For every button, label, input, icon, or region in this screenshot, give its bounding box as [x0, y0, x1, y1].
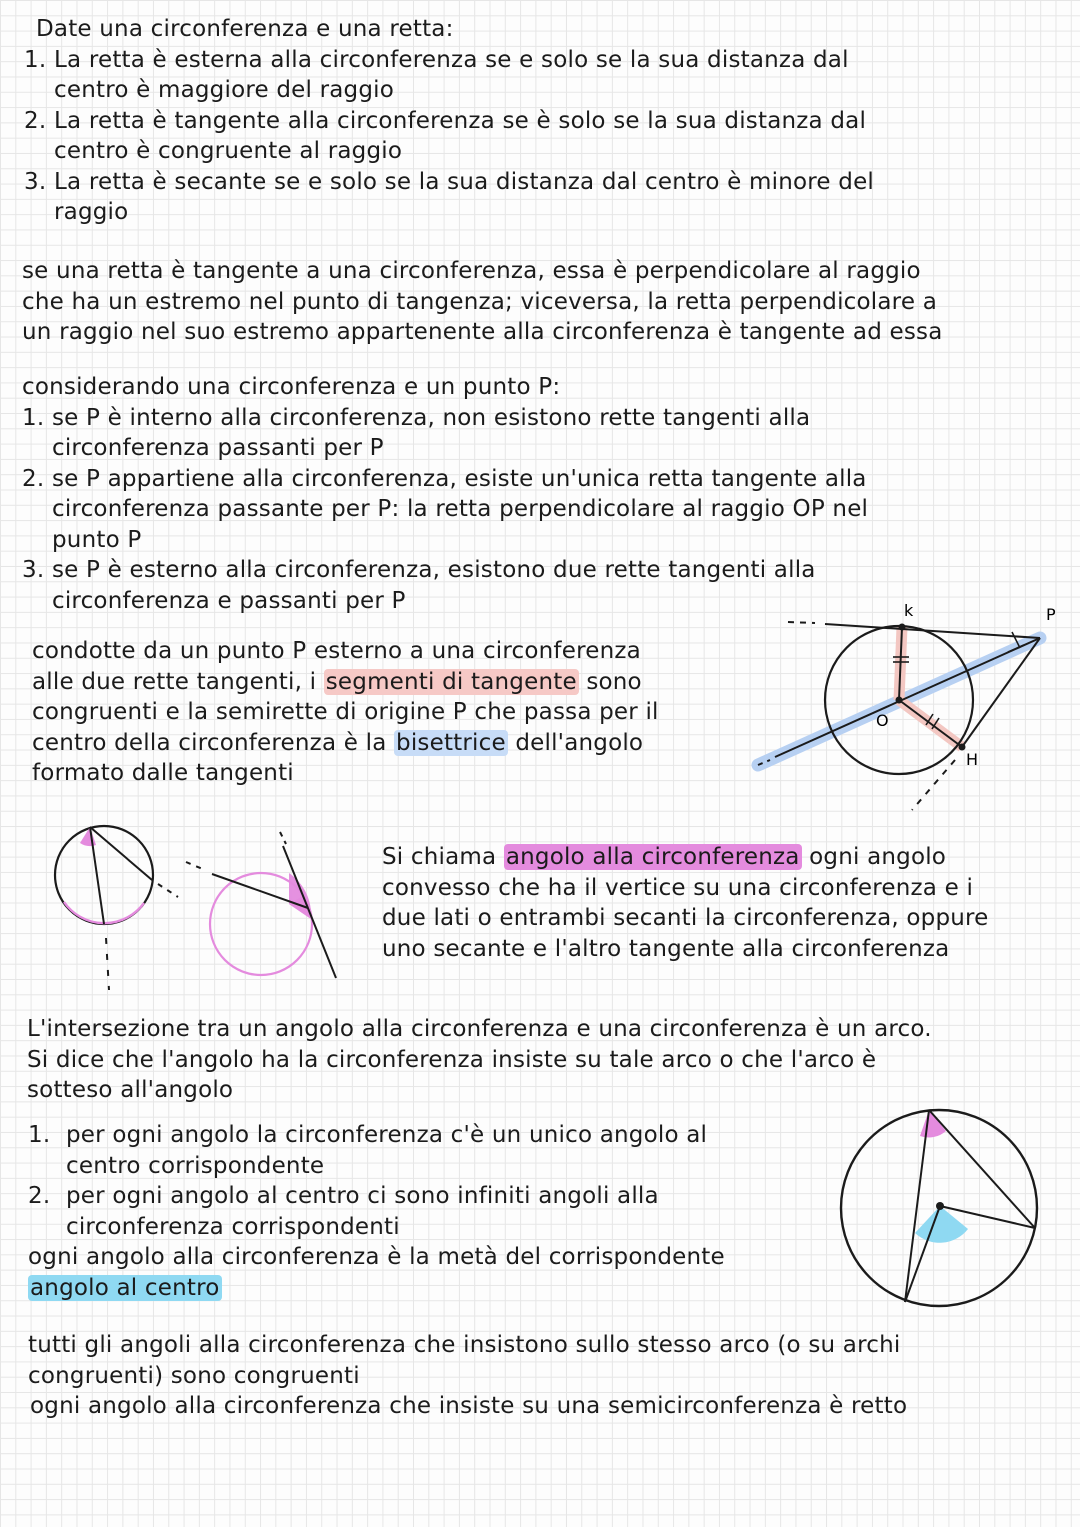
text-line: un raggio nel suo estremo appartenente alla circonferenza è tangente ad essa — [22, 319, 943, 345]
item-text: circonferenza corrispondenti — [66, 1213, 400, 1240]
side-a1 — [90, 827, 152, 880]
item-number: 1. — [22, 404, 45, 431]
text-line: condotte da un punto P esterno a una circonferenza — [32, 638, 641, 664]
tangent-line — [825, 624, 1040, 638]
item-text: se P è interno alla circonferenza, non esistono rette tangenti alla — [52, 404, 811, 431]
text-line: L'intersezione tra un angolo alla circonferenza e una circonferenza è un arco. — [27, 1016, 932, 1042]
extension-b1 — [186, 862, 205, 870]
item-text: se P appartiene alla circonferenza, esiste un'unica retta tangente alla — [52, 465, 867, 492]
section-inscribed-angle-properties — [28, 1330, 907, 1422]
tangent-b — [283, 846, 336, 978]
label-p: P — [1046, 605, 1056, 624]
text-line: Si dice che l'angolo ha la circonferenza insiste su tale arco o che l'arco è — [27, 1046, 877, 1073]
extension-a1 — [158, 884, 178, 897]
section-arc — [27, 1014, 932, 1106]
text-line: convesso che ha il vertice su una circonferenza e i — [382, 874, 974, 901]
item-number: 2. — [24, 107, 47, 134]
item-text: punto P — [52, 526, 142, 553]
item-number: 3. — [24, 168, 47, 195]
item-text: La retta è secante se e solo se la sua distanza dal centro è minore del — [54, 168, 875, 195]
highlight-bisector: bisettrice — [396, 729, 506, 756]
item-text: centro è maggiore del raggio — [54, 77, 395, 103]
bisector-line — [775, 638, 1040, 757]
item-text: La retta è esterna alla circonferenza se e solo se la sua distanza dal — [54, 46, 849, 73]
item-number: 3. — [22, 557, 45, 583]
radius-oh — [899, 700, 962, 747]
section-tangent-property — [22, 256, 943, 348]
text-line: ogni angolo alla circonferenza è la metà del corrispondente — [28, 1244, 725, 1270]
item-number: 1. — [24, 46, 47, 73]
item-number: 2. — [28, 1183, 51, 1209]
text-line: se una retta è tangente a una circonferenza, essa è perpendicolare al raggio — [22, 258, 921, 284]
text-fragment: ogni angolo — [801, 844, 947, 870]
text-line — [32, 728, 659, 759]
list-item — [24, 167, 874, 228]
text-fragment: sono — [578, 668, 642, 695]
center-point — [936, 1202, 944, 1210]
text-line — [32, 667, 659, 698]
tangent-figure — [740, 592, 1075, 817]
text-line: congruenti) sono congruenti — [28, 1362, 360, 1389]
point-h — [959, 744, 966, 751]
chord — [905, 1110, 929, 1302]
item-number: 2. — [22, 465, 45, 492]
text-line: che ha un estremo nel punto di tangenza; viceversa, la retta perpendicolare a — [22, 288, 937, 315]
item-text: circonferenza passante per P: la retta perpendicolare al raggio OP nel — [52, 496, 869, 522]
item-text: La retta è tangente alla circonferenza se è solo se la sua distanza dal — [54, 107, 867, 134]
text-line: ogni angolo alla circonferenza che insiste su una semicirconferenza è retto — [30, 1393, 908, 1419]
text-line: congruenti e la semirette di origine P che passa per il — [32, 699, 659, 725]
list-item — [22, 464, 868, 556]
inscribed-angle-sketches — [40, 818, 380, 998]
side-a2 — [90, 827, 104, 924]
item-text: circonferenza e passanti per P — [52, 587, 406, 614]
highlight-inscribed-angle: angolo alla circonferenza — [505, 844, 800, 870]
point-k — [899, 624, 906, 631]
text-fragment: dell'angolo — [507, 729, 644, 756]
intro-text: Date una circonferenza e una retta: — [36, 16, 454, 42]
point-o — [896, 697, 903, 704]
label-o: O — [876, 711, 889, 730]
extension-a2 — [106, 938, 109, 990]
text-line: formato dalle tangenti — [32, 760, 294, 786]
text-line: tutti gli angoli alla circonferenza che insistono sullo stesso arco (o su archi — [28, 1332, 901, 1358]
item-text: per ogni angolo al centro ci sono infiniti angoli alla — [66, 1183, 659, 1209]
section-inscribed-angle-definition — [382, 842, 989, 964]
section-line-position — [24, 14, 875, 228]
label-h: H — [966, 750, 979, 769]
item-text: centro è congruente al raggio — [54, 138, 403, 164]
highlight-central-angle: angolo al centro — [30, 1274, 220, 1301]
item-text: per ogni angolo la circonferenza c'è un unico angolo al — [66, 1122, 708, 1148]
item-text: circonferenza passanti per P — [52, 435, 384, 461]
list-item — [24, 106, 874, 167]
item-text: se P è esterno alla circonferenza, esistono due rette tangenti alla — [52, 557, 816, 583]
tangent-extension — [912, 760, 955, 810]
item-text: raggio — [54, 199, 129, 225]
list-item — [28, 1120, 725, 1181]
section-tangent-segments — [32, 636, 659, 789]
text-line: due lati o entrambi secanti la circonferenza, oppure — [382, 905, 989, 931]
central-angle-figure — [830, 1100, 1050, 1320]
list-item — [22, 403, 868, 464]
label-k: k — [904, 601, 914, 620]
highlight-tangent-segments: segmenti di tangente — [325, 668, 577, 695]
list-item — [28, 1181, 725, 1242]
tangent-extension — [788, 622, 815, 623]
section-point-and-circle — [22, 372, 868, 616]
item-number: 1. — [28, 1122, 51, 1148]
text-fragment: alle due rette tangenti, i — [32, 668, 324, 695]
text-line — [382, 842, 989, 873]
item-text: centro corrispondente — [66, 1152, 325, 1179]
extension-b2 — [280, 832, 286, 844]
text-line — [28, 1273, 725, 1304]
text-fragment: centro della circonferenza è la — [32, 729, 395, 756]
section-central-angle — [28, 1120, 725, 1303]
text-line: uno secante e l'altro tangente alla circonferenza — [382, 935, 950, 962]
text-fragment: Si chiama — [382, 844, 504, 870]
text-line: sotteso all'angolo — [27, 1077, 234, 1103]
intro-text: considerando una circonferenza e un punto P: — [22, 374, 561, 400]
list-item — [24, 45, 874, 106]
